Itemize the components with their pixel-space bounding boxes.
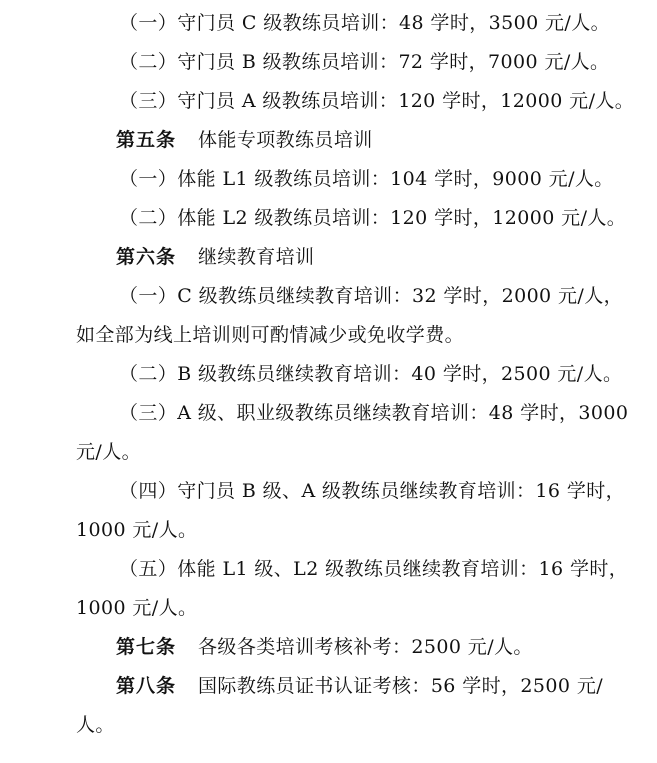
paragraph-line: （三）A 级、职业级教练员继续教育培训：48 学时，3000 [119, 402, 629, 424]
article-number: 第六条 [116, 246, 177, 268]
article-heading [116, 634, 533, 660]
paragraph-line: （五）体能 L1 级、L2 级教练员继续教育培训：16 学时， [119, 558, 629, 580]
paragraph-line: （一）C 级教练员继续教育培训：32 学时，2000 元/人， [119, 285, 623, 307]
article-heading [116, 127, 373, 153]
article-title: 国际教练员证书认证考核：56 学时，2500 元/ [198, 675, 604, 697]
paragraph-line: （三）守门员 A 级教练员培训：120 学时，12000 元/人。 [119, 90, 635, 112]
article-heading [116, 673, 603, 699]
article-heading [116, 244, 314, 270]
paragraph-line: 1000 元/人。 [76, 519, 198, 541]
article-number: 第五条 [116, 129, 177, 151]
paragraph-line: （二）体能 L2 级教练员培训：120 学时，12000 元/人。 [119, 207, 627, 229]
paragraph-line: 元/人。 [76, 441, 142, 463]
paragraph-line: （一）守门员 C 级教练员培训：48 学时，3500 元/人。 [119, 12, 611, 34]
article-number: 第八条 [116, 675, 177, 697]
article-title: 体能专项教练员培训 [198, 129, 373, 151]
article-title: 继续教育培训 [198, 246, 315, 268]
article-title: 各级各类培训考核补考：2500 元/人。 [198, 636, 533, 658]
article-number: 第七条 [116, 636, 177, 658]
paragraph-line: 如全部为线上培训则可酌情减少或免收学费。 [76, 324, 465, 346]
paragraph-line: （二）守门员 B 级教练员培训：72 学时，7000 元/人。 [119, 51, 610, 73]
paragraph-line: 1000 元/人。 [76, 597, 198, 619]
paragraph-line: 人。 [76, 714, 115, 736]
paragraph-line: （二）B 级教练员继续教育培训：40 学时，2500 元/人。 [119, 363, 623, 385]
paragraph-line: （四）守门员 B 级、A 级教练员继续教育培训：16 学时， [119, 480, 626, 502]
paragraph-line: （一）体能 L1 级教练员培训：104 学时，9000 元/人。 [119, 168, 614, 190]
